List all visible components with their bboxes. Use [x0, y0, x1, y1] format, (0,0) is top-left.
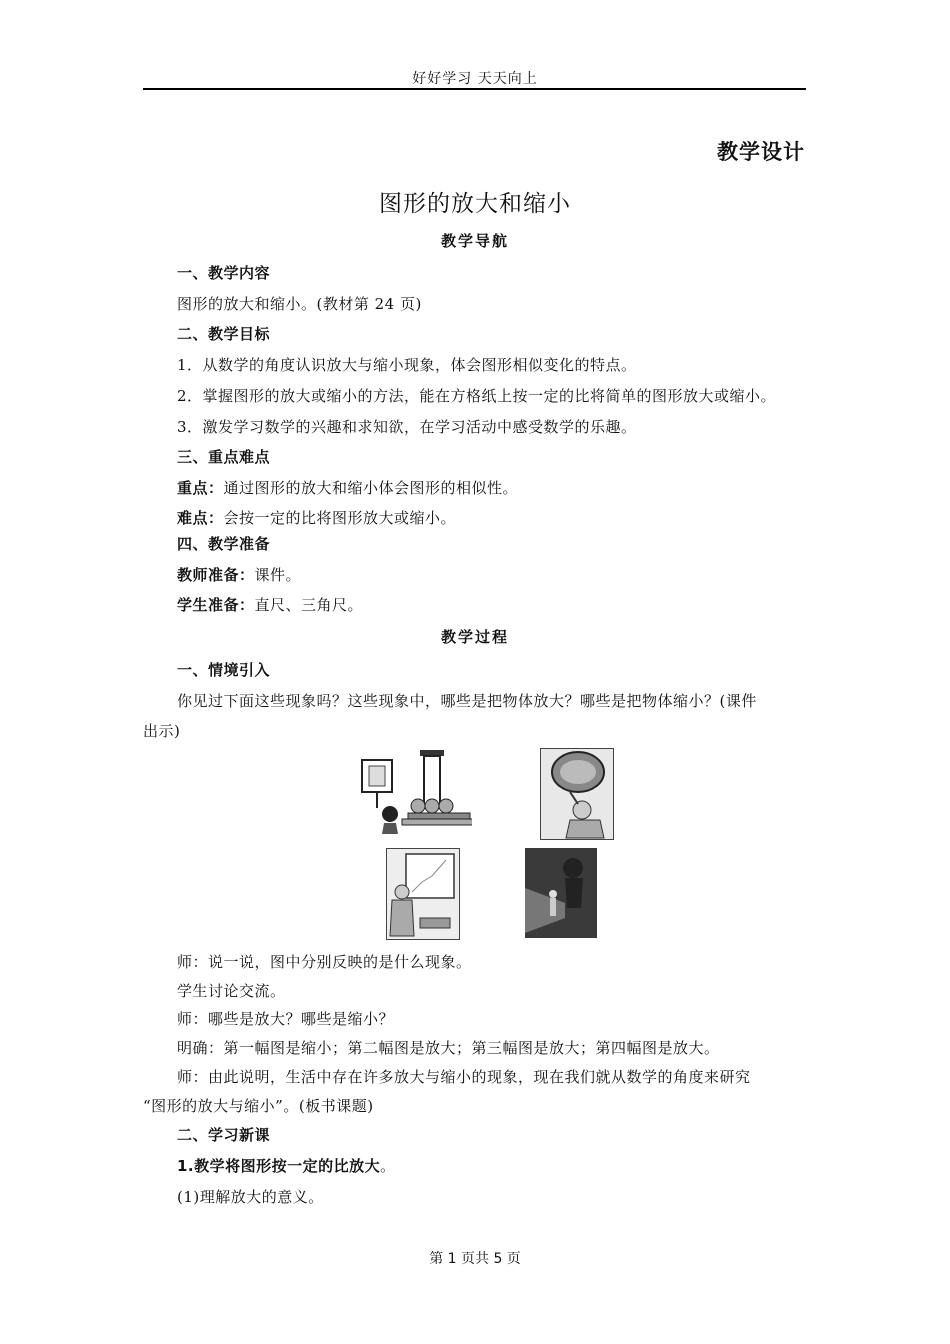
diff-label: 难点： [177, 509, 224, 527]
clarification: 明确：第一幅图是缩小；第二幅图是放大；第三幅图是放大；第四幅图是放大。 [177, 1039, 720, 1057]
key-label: 重点： [177, 479, 224, 497]
step-1-end: 。 [380, 1157, 396, 1175]
heading-intro: 一、情境引入 [177, 661, 271, 679]
heading-keypoints: 三、重点难点 [177, 448, 271, 466]
content-text: 图形的放大和缩小。(教材第 24 页) [177, 295, 422, 313]
key-point [177, 477, 518, 498]
teacher-summary-2: “图形的放大与缩小”。(板书课题) [143, 1097, 374, 1115]
goal-1: 1．从数学的角度认识放大与缩小现象，体会图形相似变化的特点。 [177, 356, 637, 374]
goal-3: 3．激发学习数学的兴趣和求知欲，在学习活动中感受数学的乐趣。 [177, 418, 637, 436]
heading-content: 一、教学内容 [177, 264, 271, 282]
intro-line-1: 你见过下面这些现象吗？这些现象中，哪些是把物体放大？哪些是把物体缩小？(课件 [177, 692, 757, 710]
step-1-sub-1: (1)理解放大的意义。 [177, 1188, 324, 1206]
figure-magnifier-illustration [540, 748, 614, 840]
student-label: 学生准备： [177, 596, 255, 614]
header-rule [143, 88, 806, 90]
figure-monument-illustration [360, 748, 472, 840]
teacher-text: 课件。 [254, 566, 302, 584]
heading-new-lesson: 二、学习新课 [177, 1126, 271, 1144]
section-title-process: 教学过程 [440, 628, 509, 646]
diff-text: 会按一定的比将图形放大或缩小。 [223, 509, 457, 527]
main-title: 图形的放大和缩小 [379, 191, 571, 217]
student-text: 直尺、三角尺。 [254, 596, 364, 614]
page-header: 好好学习 天天向上 [412, 71, 538, 87]
teacher-question-2: 师：哪些是放大？哪些是缩小？ [177, 1010, 395, 1028]
difficult-point [177, 507, 456, 528]
teacher-question-1: 师：说一说，图中分别反映的是什么现象。 [177, 953, 472, 971]
figure-shadow-illustration [525, 848, 597, 938]
figure-projector-illustration [386, 848, 460, 940]
teacher-prep [177, 564, 301, 585]
heading-goals: 二、教学目标 [177, 325, 271, 343]
key-text: 通过图形的放大和缩小体会图形的相似性。 [223, 479, 519, 497]
goal-2: 2．掌握图形的放大或缩小的方法，能在方格纸上按一定的比将简单的图形放大或缩小。 [177, 387, 777, 405]
intro-line-2: 出示) [143, 722, 181, 740]
student-prep [177, 594, 363, 615]
student-discussion: 学生讨论交流。 [177, 982, 286, 1000]
teacher-label: 教师准备： [177, 566, 255, 584]
doc-title: 教学设计 [717, 140, 805, 164]
step-1 [177, 1155, 396, 1176]
page-footer: 第 1 页共 5 页 [429, 1251, 521, 1267]
teacher-summary-1: 师：由此说明，生活中存在许多放大与缩小的现象，现在我们就从数学的角度来研究 [177, 1068, 751, 1086]
section-title-nav: 教学导航 [440, 232, 509, 250]
step-1-title: 1.教学将图形按一定的比放大 [177, 1157, 381, 1175]
heading-prep: 四、教学准备 [177, 535, 271, 553]
